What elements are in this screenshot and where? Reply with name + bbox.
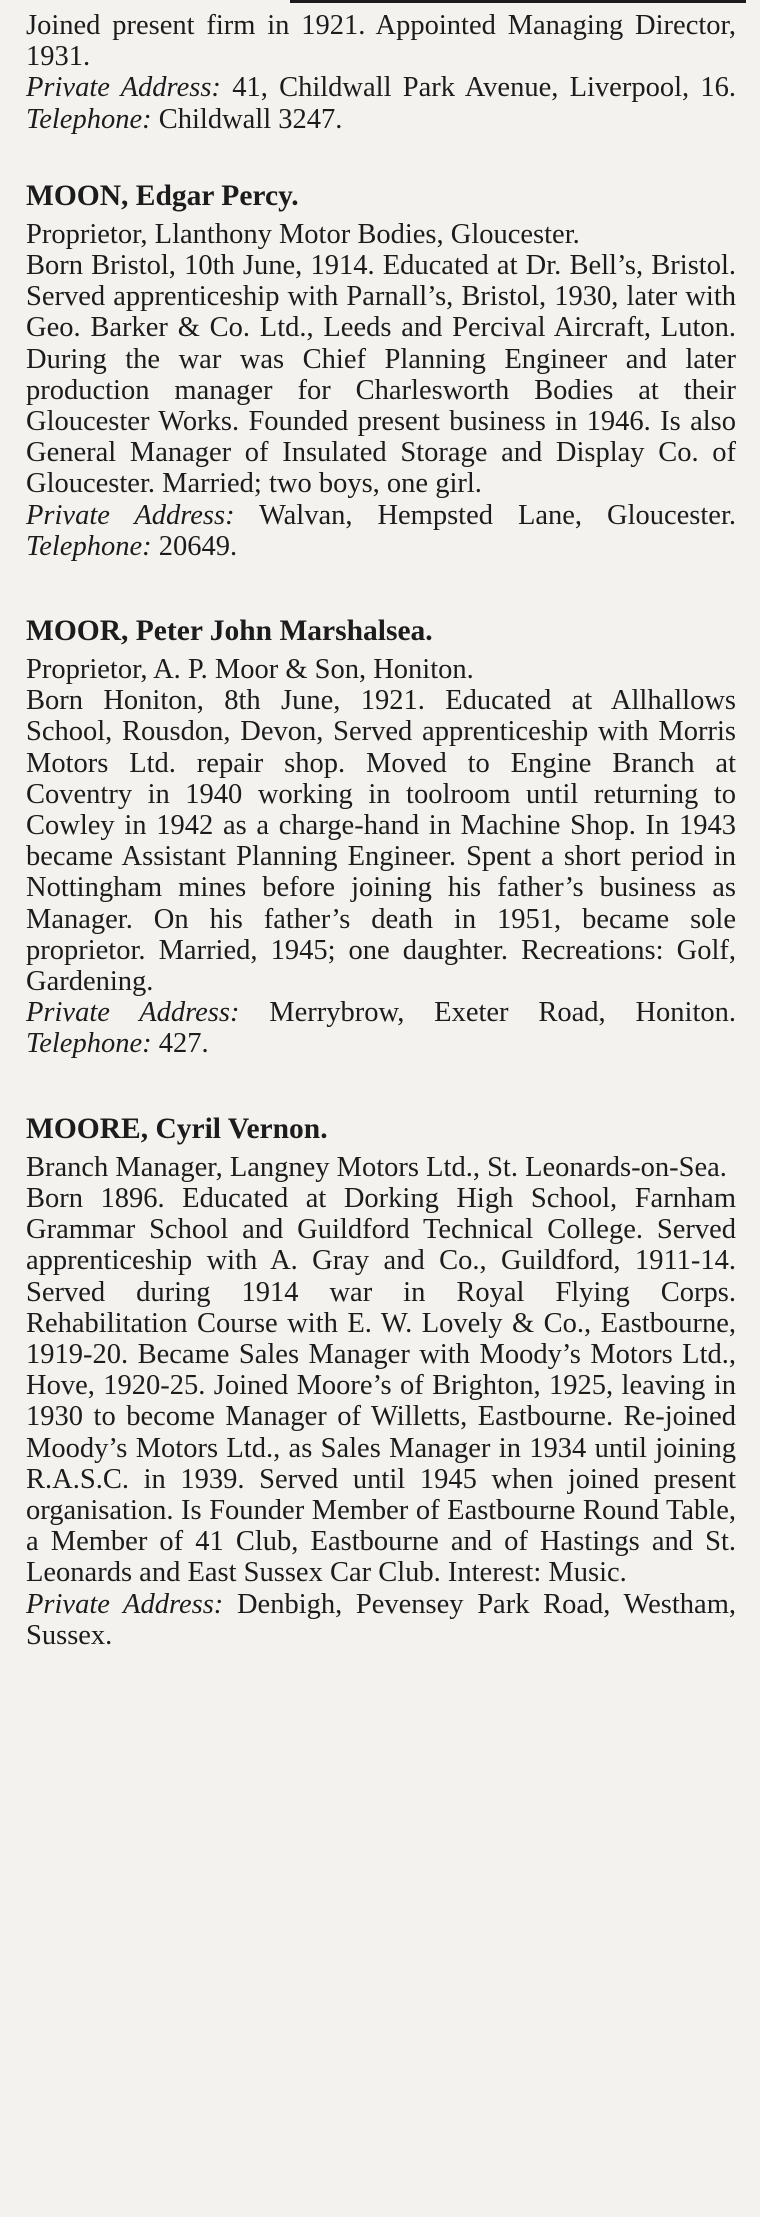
address-value: 41, Childwall Park Avenue, Liverpool, 16.	[232, 72, 737, 104]
entry-biography: Born 1896. Educated at Dorking High School, Farnham Grammar School and Guildford Technical College. Served apprenticeship with A. Gray and Co., Guildford, 1911-14. Served during 1914 war in Royal Flying Corps. Rehabilitation Course with E. W. Lovely & Co., Eastbourne, 1919-20. Became Sales Manager with Moody’s Motors Ltd., Hove, 1920-25. Joined Moore’s of Brighton, 1925, leaving in 1930 to become Manager of Willetts, Eastbourne. Re-joined Moody’s Motors Ltd., as Sales Manager in 1934 until joining R.A.S.C. in 1939. Served until 1945 when joined present organisation. Is Founder Member of Eastbourne Round Table, a Member of 41 Club, Eastbourne and of Hastings and St. Leonards and East Sussex Car Club. Interest: Music.	[26, 1182, 736, 1589]
address-value: Walvan, Hempsted Lane, Gloucester.	[259, 499, 736, 531]
entry-position: Proprietor, A. P. Moor & Son, Honiton.	[26, 654, 474, 686]
address-value: Merrybrow, Exeter Road, Honiton.	[269, 997, 737, 1029]
entry-biography: Born Bristol, 10th June, 1914. Educated at Dr. Bell’s, Bristol. Served apprenticeship with Parnall’s, Bristol, 1930, later with Geo. Barker & Co. Ltd., Leeds and Percival Aircraft, Luton. During the war was Chief Planning Engineer and later production manager for Charlesworth Bodies at their Gloucester Works. Founded present business in 1946. Is also General Manager of Insulated Storage and Display Co. of Gloucester. Married; two boys, one girl.	[26, 250, 736, 500]
entry-moore-cyril-vernon	[26, 1112, 736, 1651]
entry-continuation	[26, 10, 736, 135]
telephone-value: Childwall 3247.	[158, 103, 343, 135]
entry-name: MOON, Edgar Percy.	[26, 179, 299, 212]
entry-address-line	[26, 72, 736, 134]
telephone-label: Telephone:	[26, 1028, 152, 1060]
entry-address-line	[26, 997, 736, 1059]
entry-name: MOOR, Peter John Marshalsea.	[26, 615, 433, 648]
telephone-label: Telephone:	[26, 103, 152, 135]
entry-name: MOORE, Cyril Vernon.	[26, 1112, 328, 1145]
entry-moon-edgar-percy	[26, 179, 736, 562]
entry-address-line	[26, 500, 736, 562]
telephone-value: 427.	[158, 1028, 209, 1060]
entry-address-line	[26, 1589, 736, 1651]
address-label: Private Address:	[26, 1588, 224, 1620]
entry-position: Proprietor, Llanthony Motor Bodies, Gloucester.	[26, 218, 580, 250]
address-label: Private Address:	[26, 72, 221, 104]
telephone-label: Telephone:	[26, 530, 152, 562]
address-label: Private Address:	[26, 997, 240, 1029]
entry-moor-peter-john-marshalsea	[26, 614, 736, 1060]
top-rule	[290, 0, 746, 3]
entry-paragraph: Joined present firm in 1921. Appointed Managing Director, 1931.	[26, 10, 736, 73]
address-label: Private Address:	[26, 499, 235, 531]
entry-biography: Born Honiton, 8th June, 1921. Educated at Allhallows School, Rousdon, Devon, Served apprenticeship with Morris Motors Ltd. repair shop. Moved to Engine Branch at Coventry in 1940 working in toolroom until returning to Cowley in 1942 as a charge-hand in Machine Shop. In 1943 became Assistant Planning Engineer. Spent a short period in Nottingham mines before joining his father’s business as Manager. On his father’s death in 1951, became sole proprietor. Married, 1945; one daughter. Recreations: Golf, Gardening.	[26, 685, 736, 998]
entry-position: Branch Manager, Langney Motors Ltd., St. Leonards-on-Sea.	[26, 1151, 727, 1183]
telephone-value: 20649.	[158, 530, 238, 562]
address-value: Denbigh, Pevensey Park Road, Westham, Sussex.	[26, 1588, 736, 1651]
